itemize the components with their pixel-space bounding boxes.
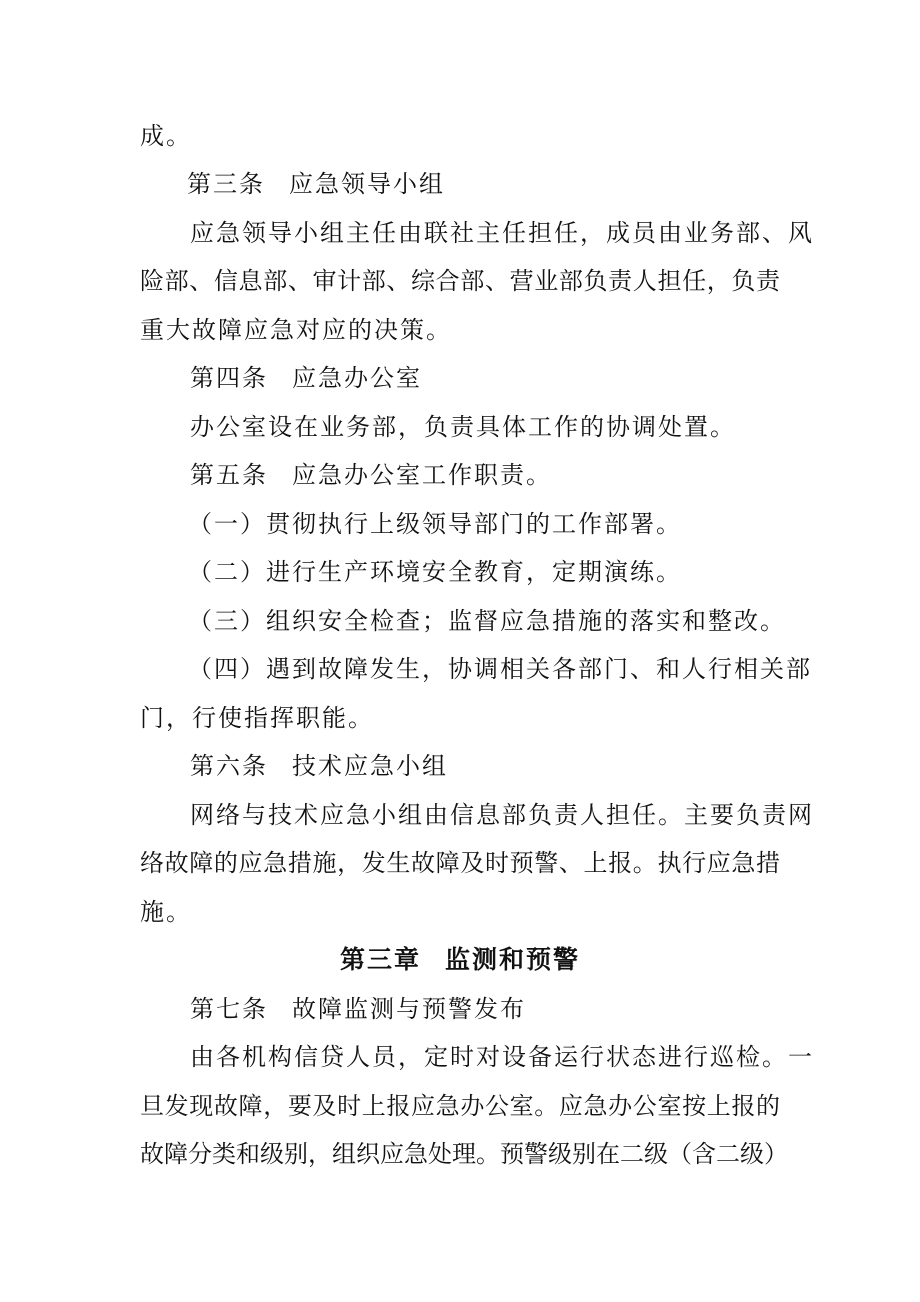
list-item: （三）组织安全检查；监督应急措施的落实和整改。 (188, 607, 786, 635)
article-7-heading (190, 992, 526, 1026)
article-6-heading (190, 749, 448, 783)
article-title: 故障监测与预警发布 (292, 995, 526, 1023)
text-line: 网络与技术应急小组由信息部负责人担任。主要负责网 (190, 801, 814, 829)
article-title: 应急办公室 (292, 364, 422, 392)
text-line: 旦发现故障，要及时上报应急办公室。应急办公室按上报的 (140, 1092, 780, 1120)
text-line: 办公室设在业务部，负责具体工作的协调处置。 (190, 413, 736, 441)
article-number: 第七条 (190, 995, 268, 1023)
text-line: 险部、信息部、审计部、综合部、营业部负责人担任，负责 (140, 267, 780, 295)
article-title: 应急领导小组 (289, 170, 445, 198)
article-4-heading (190, 361, 422, 395)
text-line: 成。 (140, 122, 192, 150)
list-item: （二）进行生产环境安全教育，定期演练。 (188, 558, 682, 586)
chapter-heading (0, 943, 920, 977)
text-line: 重大故障应急对应的决策。 (140, 316, 452, 344)
list-item: （一）贯彻执行上级领导部门的工作部署。 (188, 510, 682, 538)
article-number: 第三条 (187, 170, 265, 198)
text-line: 由各机构信贷人员，定时对设备运行状态进行巡检。一 (190, 1043, 814, 1071)
chapter-number: 第三章 (339, 945, 421, 974)
article-title: 应急办公室工作职责。 (292, 461, 552, 489)
article-3-heading (187, 167, 445, 201)
text-line: 施。 (140, 898, 192, 926)
article-number: 第六条 (190, 752, 268, 780)
text-line: 故障分类和级别，组织应急处理。预警级别在二级（含二级） (140, 1140, 788, 1168)
article-title: 技术应急小组 (292, 752, 448, 780)
article-5-heading (190, 458, 552, 492)
chapter-title: 监测和预警 (445, 945, 581, 974)
text-line: 应急领导小组主任由联社主任担任，成员由业务部、风 (190, 219, 814, 247)
text-line: 门，行使指挥职能。 (140, 704, 374, 732)
article-number: 第四条 (190, 364, 268, 392)
article-number: 第五条 (190, 461, 268, 489)
list-item: （四）遇到故障发生，协调相关各部门、和人行相关部 (188, 655, 812, 683)
text-line: 络故障的应急措施，发生故障及时预警、上报。执行应急措 (140, 849, 780, 877)
